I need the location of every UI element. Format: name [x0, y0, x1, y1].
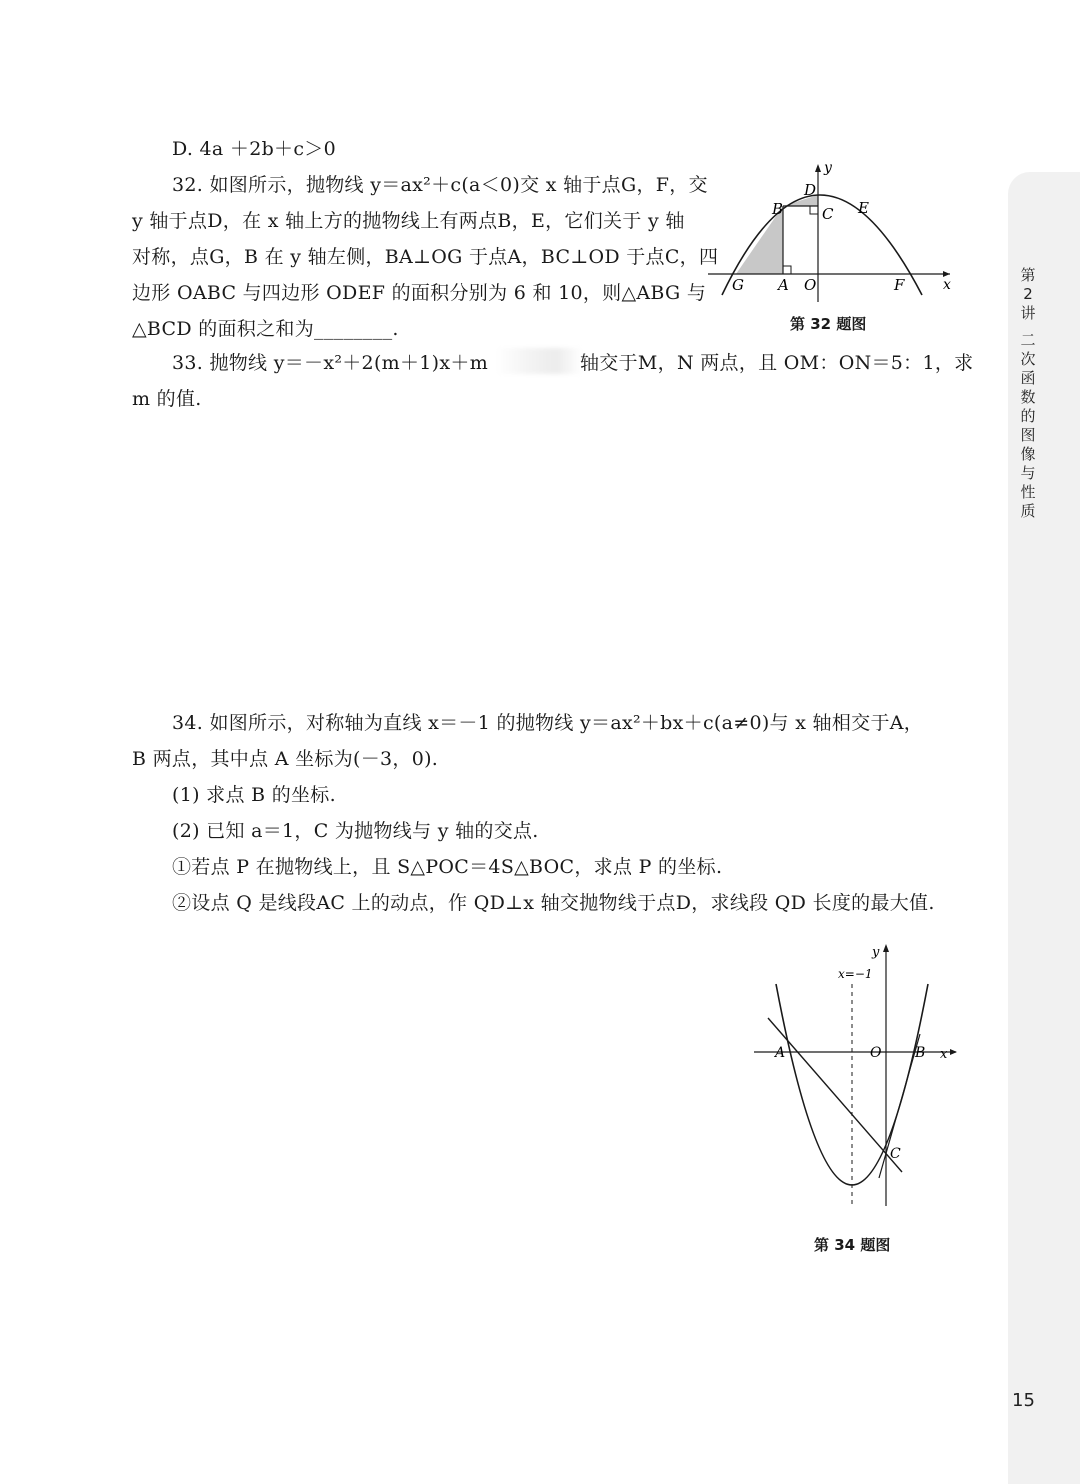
label-y: y	[872, 945, 880, 960]
label-g: G	[732, 276, 744, 294]
figure-32	[700, 150, 970, 310]
label-c: C	[890, 1146, 901, 1162]
blurred-region	[496, 348, 582, 374]
question-32-line3: 对称，点G，B 在 y 轴左侧，BA⊥OG 于点A，BC⊥OD 于点C，四	[132, 246, 719, 268]
label-o: O	[804, 276, 817, 294]
question-33-line1b: 轴交于M，N 两点，且 OM：ON＝5：1，求	[580, 352, 974, 374]
label-c: C	[822, 205, 834, 223]
side-char: 质	[1020, 502, 1036, 520]
side-char: 函	[1020, 369, 1036, 387]
figure-34-caption: 第 34 题图	[814, 1236, 891, 1254]
chapter-title	[1018, 266, 1038, 521]
question-34-line1: 34. 如图所示，对称轴为直线 x＝－1 的抛物线 y＝ax²＋bx＋c(a≠0)与 x 轴相交于A，	[172, 712, 924, 734]
side-char: 讲	[1020, 304, 1036, 322]
label-f: F	[894, 276, 905, 294]
label-e: E	[858, 199, 869, 217]
question-32-line2: y 轴于点D，在 x 轴上方的抛物线上有两点B，E，它们关于 y 轴	[132, 210, 685, 232]
side-char: 2	[1023, 285, 1033, 303]
question-33-line2: m 的值.	[132, 388, 202, 410]
side-char: 的	[1020, 407, 1036, 425]
question-34-line2: B 两点，其中点 A 坐标为(－3，0).	[132, 748, 439, 770]
page-number: 15	[1012, 1390, 1035, 1411]
label-y: y	[824, 160, 832, 176]
label-axis: x=−1	[838, 967, 873, 981]
label-o: O	[870, 1045, 882, 1061]
question-34-sub1: ①若点 P 在抛物线上，且 S△POC＝4S△BOC，求点 P 的坐标.	[172, 856, 723, 878]
question-33-line1a: 33. 抛物线 y＝－x²＋2(m＋1)x＋m	[172, 352, 489, 374]
label-a: A	[775, 1045, 786, 1061]
label-x: x	[940, 1047, 948, 1062]
side-char: 与	[1020, 464, 1036, 482]
side-char: 像	[1020, 445, 1036, 463]
question-34-part2: (2) 已知 a＝1，C 为抛物线与 y 轴的交点.	[172, 820, 539, 842]
figure-34	[740, 936, 970, 1226]
question-32-line1: 32. 如图所示，抛物线 y＝ax²＋c(a＜0)交 x 轴于点G，F，交	[172, 174, 708, 196]
side-char: 二	[1020, 331, 1036, 349]
label-x: x	[943, 277, 951, 293]
label-a: A	[778, 276, 789, 294]
side-char: 次	[1020, 350, 1036, 368]
side-char: 图	[1020, 426, 1036, 444]
option-d: D. 4a ＋2b＋c＞0	[172, 138, 336, 160]
label-b: B	[772, 200, 784, 218]
label-b: B	[915, 1045, 926, 1061]
question-34-part1: (1) 求点 B 的坐标.	[172, 784, 336, 806]
question-32-line4: 边形 OABC 与四边形 ODEF 的面积分别为 6 和 10，则△ABG 与	[132, 282, 707, 304]
question-34-sub2: ②设点 Q 是线段AC 上的动点，作 QD⊥x 轴交抛物线于点D，求线段 QD 长度的最大值.	[172, 892, 935, 914]
figure-32-caption: 第 32 题图	[790, 315, 867, 333]
side-char: 第	[1020, 266, 1036, 284]
side-char: 性	[1020, 483, 1036, 501]
question-32-line5: △BCD 的面积之和为________.	[132, 318, 399, 340]
label-d: D	[804, 181, 817, 199]
side-char: 数	[1020, 388, 1036, 406]
